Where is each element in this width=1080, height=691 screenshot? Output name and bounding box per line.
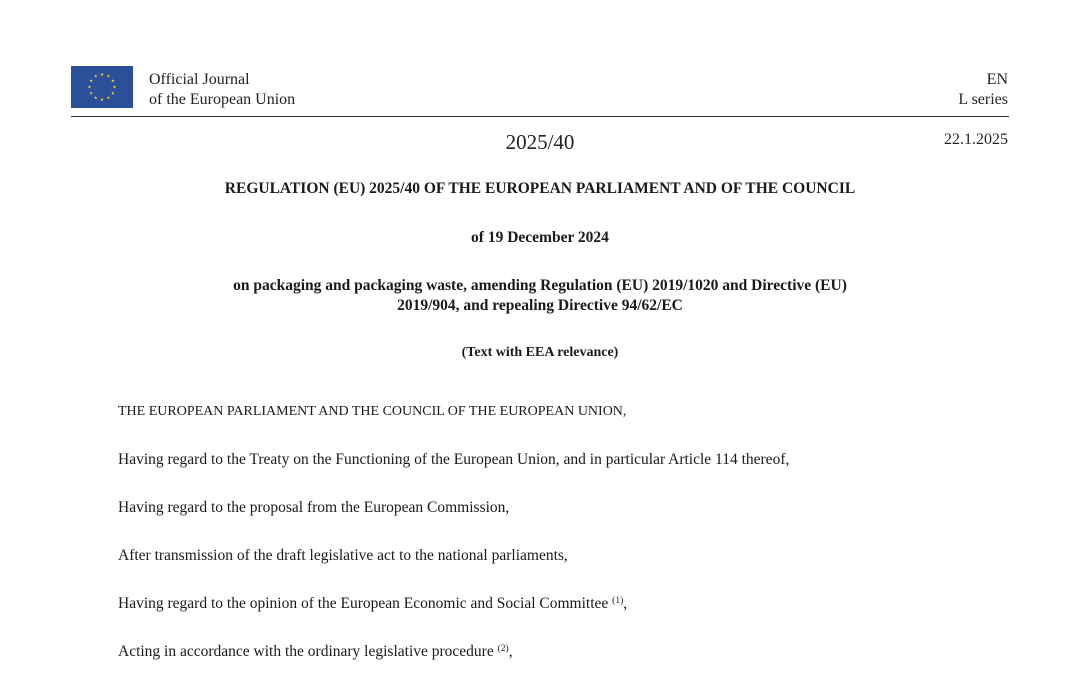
- subject-line2: 2019/904, and repealing Directive 94/62/EC: [397, 297, 683, 314]
- eu-flag-icon: [71, 66, 133, 108]
- series-label: L series: [958, 91, 1008, 108]
- regulation-subject: [150, 276, 930, 316]
- adoption-date: of 19 December 2024: [471, 229, 609, 246]
- enacting-intro: THE EUROPEAN PARLIAMENT AND THE COUNCIL OF THE EUROPEAN UNION,: [118, 404, 627, 419]
- citation-proposal: Having regard to the proposal from the European Commission,: [118, 499, 510, 516]
- citation-eesc-text: Having regard to the opinion of the European Economic and Social Committee: [118, 595, 613, 612]
- citation-procedure: [118, 642, 1018, 662]
- citation-procedure-text: Acting in accordance with the ordinary legislative procedure: [118, 643, 498, 660]
- document-number: 2025/40: [505, 130, 575, 154]
- citation-eesc-opinion: [118, 594, 1018, 614]
- eea-relevance: (Text with EEA relevance): [461, 345, 619, 360]
- subject-line1: on packaging and packaging waste, amending Regulation (EU) 2019/1020 and Directive (EU): [233, 277, 847, 294]
- citation-eesc-end: ,: [623, 595, 628, 612]
- citation-treaty: Having regard to the Treaty on the Functioning of the European Union, and in particular Article 114 thereof,: [118, 451, 790, 468]
- journal-title: [149, 70, 295, 110]
- language-series: [958, 70, 1008, 110]
- language-code: EN: [986, 71, 1008, 88]
- citation-procedure-end: ,: [508, 643, 513, 660]
- citation-transmission: After transmission of the draft legislative act to the national parliaments,: [118, 547, 568, 564]
- regulation-title: REGULATION (EU) 2025/40 OF THE EUROPEAN PARLIAMENT AND OF THE COUNCIL: [224, 180, 856, 197]
- journal-title-line1: Official Journal: [149, 71, 250, 88]
- header-divider: [71, 116, 1009, 117]
- footnote-ref-2[interactable]: (2): [497, 644, 509, 654]
- footnote-ref-1[interactable]: (1): [612, 596, 624, 606]
- publication-date: 22.1.2025: [944, 131, 1008, 148]
- journal-title-line2: of the European Union: [149, 91, 296, 108]
